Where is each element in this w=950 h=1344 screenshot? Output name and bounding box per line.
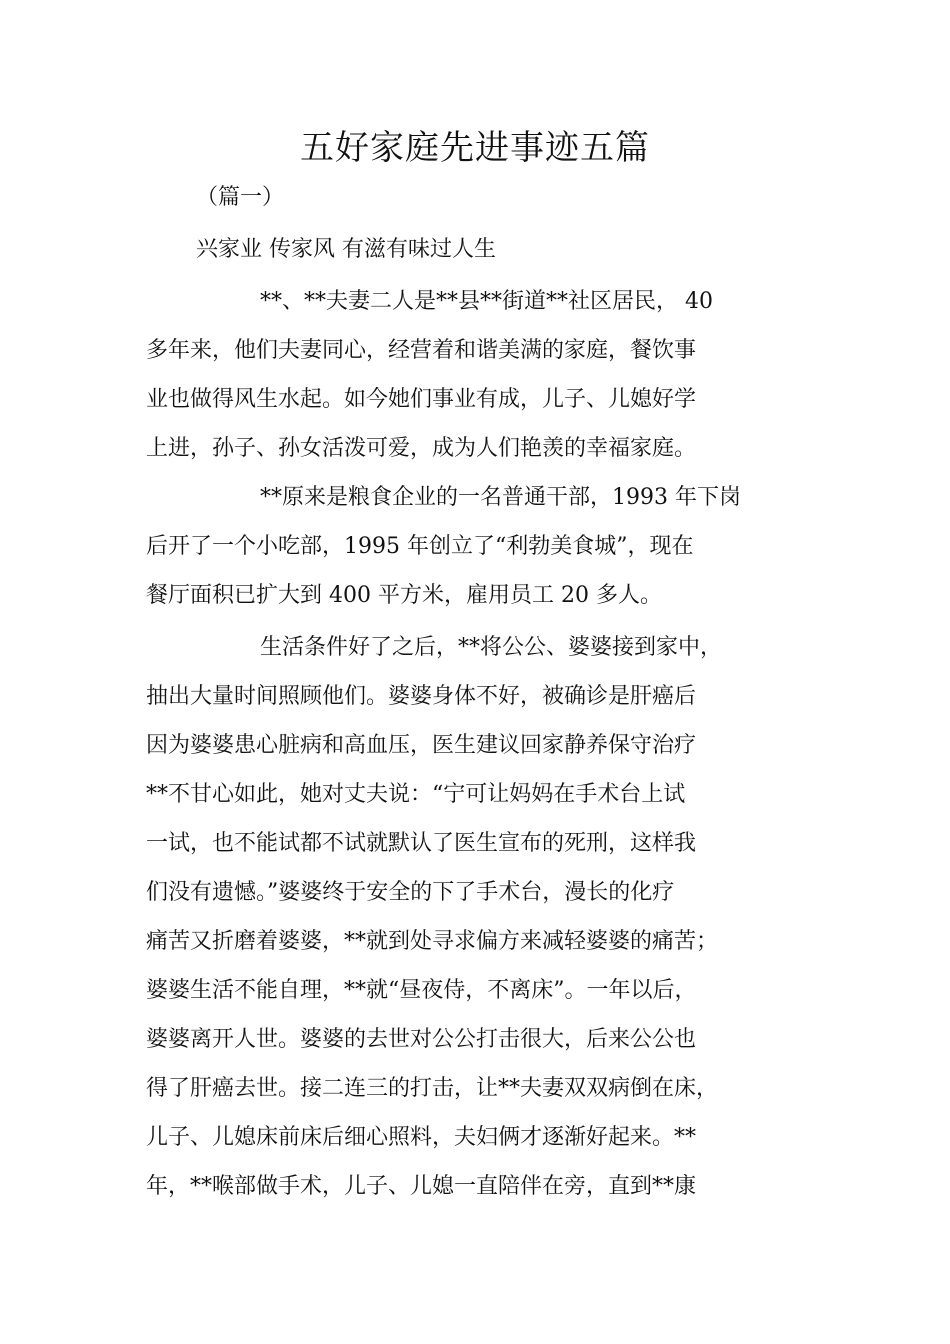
paragraph-2-line-3: 餐厅面积已扩大到 400 平方米，雇用员工 20 多人。 [146,583,662,608]
paragraph-3-line-10: 得了肝癌去世。接二连三的打击，让**夫妻双双病倒在床， [146,1076,719,1101]
paragraph-2-line-1: **原来是粮食企业的一名普通干部，1993 年下岗 [260,485,741,510]
paragraph-2-line-2: 后开了一个小吃部，1995 年创立了“利勃美食城”，现在 [146,534,694,559]
paragraph-3-line-3: 因为婆婆患心脏病和高血压，医生建议回家静养保守治疗 [146,733,697,758]
section-label: （篇一） [196,185,285,210]
paragraph-3-line-8: 婆婆生活不能自理，**就“昼夜侍，不离床”。一年以后， [146,978,697,1003]
paragraph-3-line-9: 婆婆离开人世。婆婆的去世对公公打击很大，后来公公也 [146,1027,697,1052]
paragraph-3-line-5: 一试，也不能试都不试就默认了医生宣布的死刑，这样我 [146,831,697,856]
paragraph-3-line-2: 抽出大量时间照顾他们。婆婆身体不好，被确诊是肝癌后 [146,684,697,709]
paragraph-3-line-12: 年，**喉部做手术，儿子、儿媳一直陪伴在旁，直到**康 [146,1174,697,1199]
paragraph-3-line-6: 们没有遗憾。”婆婆终于安全的下了手术台，漫长的化疗 [146,880,675,905]
paragraph-3-line-7: 痛苦又折磨着婆婆，**就到处寻求偏方来减轻婆婆的痛苦； [146,929,719,954]
article-subtitle: 兴家业 传家风 有滋有味过人生 [196,237,496,262]
paragraph-1-line-2: 多年来，他们夫妻同心，经营着和谐美满的家庭，餐饮事 [146,338,697,363]
paragraph-3-line-4: **不甘心如此，她对丈夫说：“宁可让妈妈在手术台上试 [146,782,686,807]
paragraph-1-line-1: **、**夫妻二人是**县**街道**社区居民， 40 [260,289,713,314]
paragraph-1-line-4: 上进，孙子、孙女活泼可爱，成为人们艳羡的幸福家庭。 [146,436,697,461]
paragraph-3-line-11: 儿子、儿媳床前床后细心照料，夫妇俩才逐渐好起来。** [146,1125,697,1150]
paragraph-1-line-3: 业也做得风生水起。如今她们事业有成，儿子、儿媳好学 [146,387,697,412]
paragraph-3-line-1: 生活条件好了之后，**将公公、婆婆接到家中， [260,635,723,660]
document-title: 五好家庭先进事迹五篇 [300,128,650,168]
